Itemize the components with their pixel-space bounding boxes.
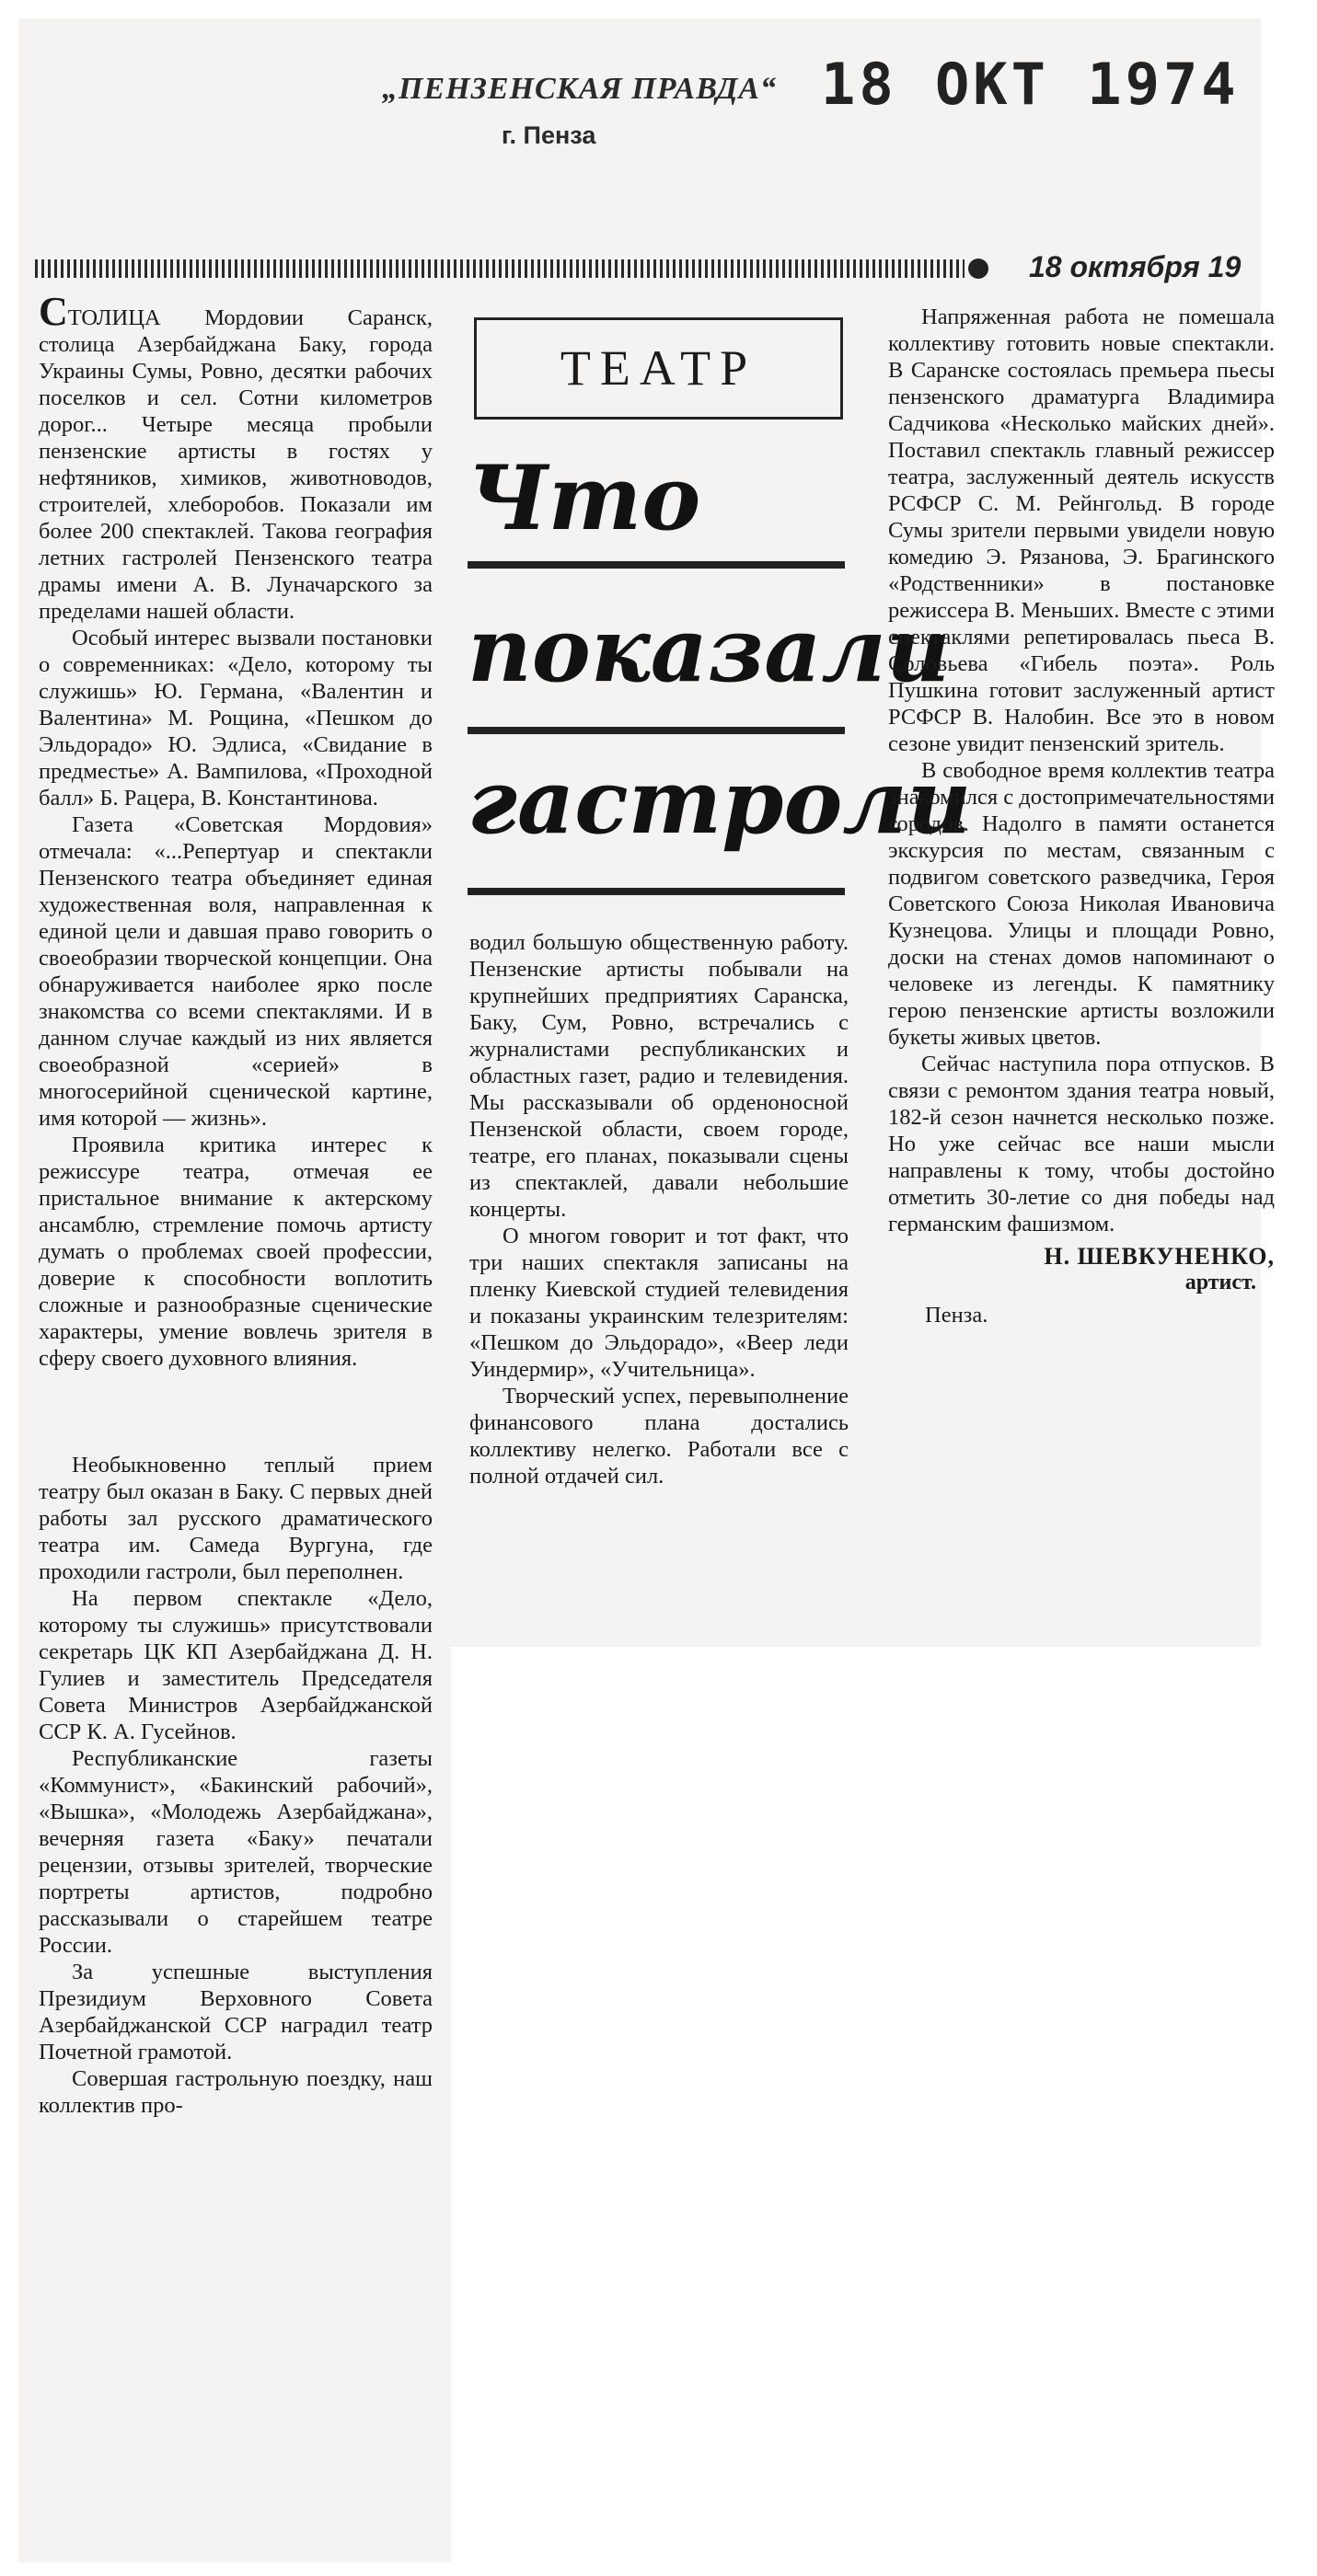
author-city: Пенза. — [925, 1303, 988, 1328]
blank-background — [451, 1647, 1317, 2576]
paragraph: В свободное время коллектив театра знакомился с достопримечательностями городов. Надолго в памяти останется экскурсия по местам, связанным с подвигом советского разведчика, Героя Советского Союза Николая Ивановича Кузнецова. Улицы и площади Ровно, доски на стенах домов напоминают о человеке из легенды. К памятнику герою пензенские артисты возложили букеты живых цветов. — [888, 758, 1275, 1050]
paragraph: Особый интерес вызвали постановки о современниках: «Дело, которому ты служишь» Ю. Германа, «Валентин и Валентина» М. Рощина, «Пешком до Эльдорадо» Ю. Эдлиса, «Свидание в предместье» А. Вампилова, «Проходной балл» Б. Рацера, В. Константинова. — [39, 626, 433, 811]
masthead-stamp-title: „ПЕНЗЕНСКАЯ ПРАВДА“ — [382, 72, 778, 106]
paragraph: Необыкновенно теплый прием театру был оказан в Баку. С первых дней работы зал русского драматического театра им. Самеда Вургуна, где проходили гастроли, был переполнен. — [39, 1453, 433, 1584]
article-column-1-continued — [39, 1452, 433, 2119]
headline-line-1: Что — [468, 446, 701, 550]
paragraph: Проявила критика интерес к режиссуре театра, отмечая ее пристальное внимание к актерскому ансамблю, стремление помочь артисту думать о проблемах своей профессии, доверие к способности воплотить сложные и разнообразные сценические характеры, умение вовлечь зрителя в сферу своего духовного влияния. — [39, 1133, 433, 1371]
paragraph: Республиканские газеты «Коммунист», «Бакинский рабочий», «Вышка», «Молодежь Азербайджана», вечерняя газета «Баку» печатали рецензии, отзывы зрителей, творческие портреты артистов, подробно рассказывали о старейшем театре России. — [39, 1746, 433, 1958]
bullet-icon — [968, 259, 988, 279]
drop-cap: С — [39, 289, 68, 334]
author-name: Н. ШЕВКУНЕНКО, — [1044, 1243, 1275, 1270]
article-column-3 — [888, 304, 1275, 1328]
date-stamp: 18 ОКТ 1974 — [821, 51, 1240, 118]
paragraph: водил большую общественную работу. Пензенские артисты побывали на крупнейших предприятиях Саранска, Баку, Сум, Ровно, встречались с журналистами республиканских и областных газет, радио и телевидения. Мы рассказывали об орденоносной Пензенской области, своем городе, театре, его планах, показывали сцены из спектаклей, давали небольшие концерты. — [469, 930, 849, 1222]
header-rule — [35, 259, 965, 278]
headline-rule — [468, 727, 845, 734]
headline-rule — [468, 561, 845, 569]
headline-line-3: гастроли — [468, 750, 972, 854]
headline-rule — [468, 888, 845, 895]
paragraph: Газета «Советская Мордовия» отмечала: «...Репертуар и спектакли Пензенского театра объединяет единая художественная воля, направленная к единой цели и давшая право говорить о своеобразии творческой концепции. Она обнаруживается наиболее ярко после знакомства со всеми спектаклями. И в данном случае каждый из них является своеобразной «серией» в многосерийной сценической картине, имя которой — жизнь». — [39, 812, 433, 1131]
paragraph: О многом говорит и тот факт, что три наших спектакля записаны на пленку Киевской студией телевидения и показаны украинским телезрителям: «Пешком до Эльдорадо», «Веер леди Уиндермир», «Учительница». — [469, 1224, 849, 1382]
paragraph: Сейчас наступила пора отпусков. В связи с ремонтом здания театра новый, 182-й сезон начнется несколько позже. Но уже сейчас все наши мысли направлены к тому, чтобы достойно отметить 30-летие со дня победы над германским фашизмом. — [888, 1052, 1275, 1236]
author-role: артист. — [1184, 1271, 1256, 1294]
paragraph: За успешные выступления Президиум Верховного Совета Азербайджанской ССР наградил театр Почетной грамотой. — [39, 1960, 433, 2064]
paragraph: Творческий успех, перевыполнение финансового плана достались коллективу нелегко. Работали все с полной отдачей сил. — [469, 1384, 849, 1489]
issue-date: 18 октября 19 — [1029, 250, 1242, 283]
paragraph: Совершая гастрольную поездку, наш коллектив про- — [39, 2066, 433, 2118]
headline-line-2: показали — [468, 598, 951, 702]
rubric-box — [474, 317, 843, 420]
paragraph: Напряженная работа не помешала коллективу готовить новые спектакли. В Саранске состоялась премьера пьесы пензенского драматурга Владимира Садчикова «Несколько майских дней». Поставил спектакль главный режиссер театра, заслуженный деятель искусств РСФСР С. М. Рейнгольд. В городе Сумы зрители первыми увидели новую комедию Э. Рязанова, Э. Брагинского «Родственники» в постановке режиссера В. Меньших. Вместе с этими спектаклями репетировалась пьеса В. Соловьева «Гибель поэта». Роль Пушкина готовит заслуженный артист РСФСР В. Налобин. Все это в новом сезоне увидит пензенский зритель. — [888, 305, 1275, 756]
masthead-stamp-city: г. Пенза — [502, 121, 596, 149]
paragraph: На первом спектакле «Дело, которому ты служишь» присутствовали секретарь ЦК КП Азербайджана Д. Н. Гулиев и заместитель Председателя Совета Министров Азербайджанской ССР К. А. Гусейнов. — [39, 1586, 433, 1744]
lead-paragraph: ТОЛИЦА Мордовии Саранск, столица Азербайджана Баку, города Украины Сумы, Ровно, десятки рабочих поселков и сел. Сотни километров дорог... Четыре месяца пробыли пензенские артисты в гостях у нефтяников, химиков, животноводов, строителей, хлеборобов. Показали им более 200 спектаклей. Такова география летних гастролей Пензенского театра драмы имени А. В. Луначарского за пределами нашей области. — [39, 305, 433, 624]
article-column-2 — [469, 929, 849, 1489]
rubric-title: ТЕАТР — [560, 340, 757, 396]
article-column-1 — [39, 289, 433, 1372]
